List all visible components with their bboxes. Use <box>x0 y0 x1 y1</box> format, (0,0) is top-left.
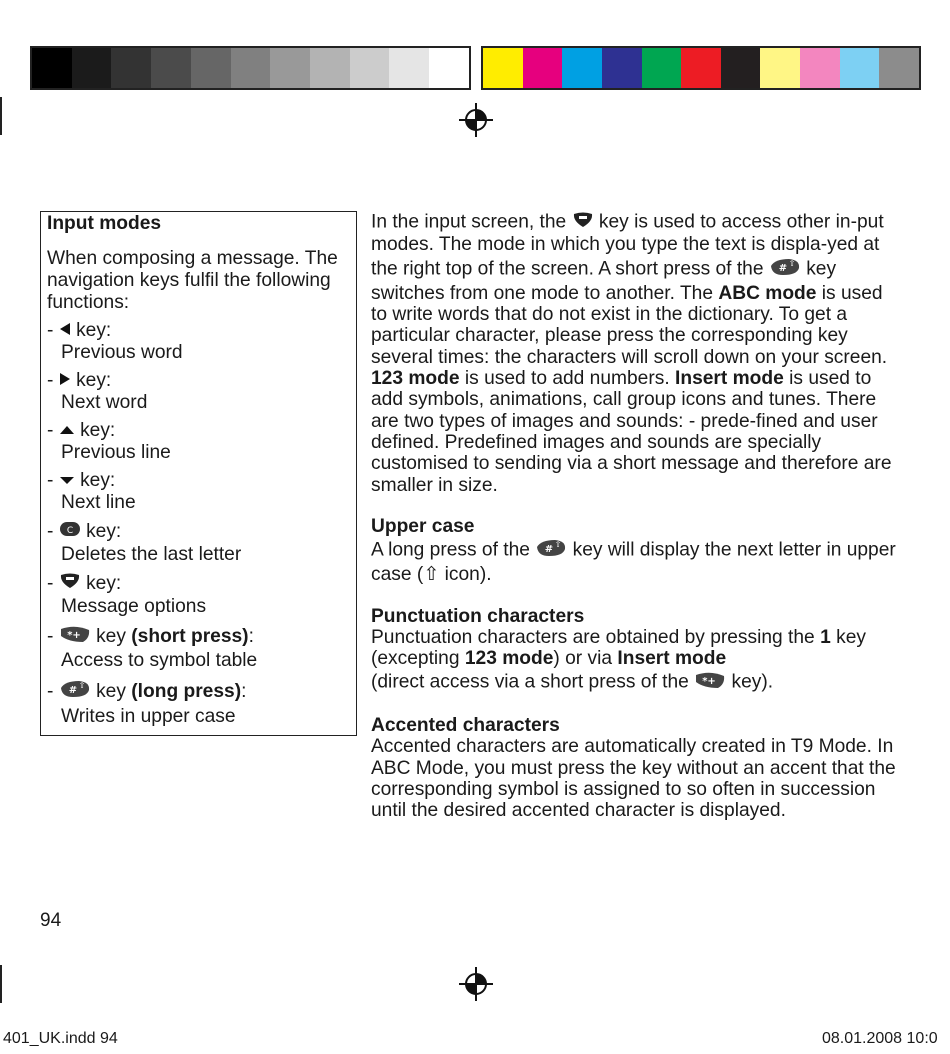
color-swatch <box>191 48 231 88</box>
heading-upper-case: Upper case <box>371 515 475 537</box>
hash-key-icon <box>769 256 801 283</box>
key-label: key: <box>86 521 122 543</box>
color-swatch <box>642 48 682 88</box>
key-label: key <box>96 681 126 703</box>
options-key-icon <box>572 211 594 234</box>
colon: : <box>241 681 247 703</box>
page-number: 94 <box>40 910 62 931</box>
text: A long press of the <box>371 539 530 561</box>
text: is used to add symbols, animations, call group icons and tunes. There are two types of images and sounds: - prede-fined and user defined. Predefined images and sounds are specially customised to sending via a short message and therefore are smaller in size. <box>371 368 892 496</box>
bold-text: Insert mode <box>617 648 727 670</box>
bold-text: 123 mode <box>464 648 554 670</box>
text: key is used to access other in-put modes. The mode in which you type the text is displa-yed at the right top of the screen. A short press of the <box>371 211 884 280</box>
text: is used to write words that do not exist in the dictionary. To get a particular character, please press the corresponding key several times: the characters will scroll down on your screen. <box>371 282 888 368</box>
svg-text:#: # <box>68 685 77 697</box>
star-key-icon <box>59 624 91 650</box>
key-label: key: <box>76 320 112 342</box>
color-swatch <box>270 48 310 88</box>
hash-key-icon <box>59 678 91 706</box>
key-function-item: - key: Previous line <box>47 420 350 464</box>
key-function-desc: Message options <box>61 596 207 618</box>
key-function-desc: Next word <box>61 392 148 414</box>
heading-punctuation: Punctuation characters <box>371 605 585 627</box>
key-function-item: - # ⇧ key (long press): Writes in upper case <box>47 678 350 728</box>
key-function-desc: Previous line <box>61 442 171 464</box>
clear-key-icon <box>59 520 81 544</box>
text: In the input screen, the <box>371 211 567 233</box>
text: is used to add numbers. <box>464 368 670 390</box>
press-type: (long press) <box>131 681 242 703</box>
key-function-item: - key: Next word <box>47 370 350 414</box>
color-swatch <box>111 48 151 88</box>
key-function-item: - C key: Deletes the last letter <box>47 520 350 566</box>
text: ) or via <box>553 648 613 670</box>
main-text <box>371 211 901 821</box>
text: key will display the next letter in upper case (⇧ icon). <box>371 539 896 586</box>
text: (direct access via a short press of the <box>371 671 689 693</box>
options-key-icon <box>59 572 81 596</box>
svg-text:#: # <box>778 262 788 274</box>
input-modes-box <box>40 211 357 736</box>
box-intro: When composing a message. The navigation keys fulfil the following functions: <box>47 248 338 313</box>
key-label: key <box>96 626 126 648</box>
color-swatch <box>760 48 800 88</box>
bold-text: Insert mode <box>675 368 784 390</box>
text: Punctuation characters are obtained by pressing the <box>371 627 815 649</box>
slug-date: 08.01.2008 10:0 <box>822 1030 938 1047</box>
text: key switches from one mode to another. The <box>371 258 837 304</box>
registration-mark-icon <box>459 967 493 1001</box>
down-arrow-icon <box>59 470 75 492</box>
color-swatch <box>72 48 112 88</box>
key-function-item: - *+ key (short press): Access to symbol table <box>47 624 350 672</box>
color-swatch <box>840 48 880 88</box>
paragraph-accented: Accented characters are automatically created in T9 Mode. In ABC Mode, you must press the key without an accent that the corresponding symbol is assigned to so often in succession until the desired accented character is displayed. <box>371 736 896 822</box>
paragraph-upper-case <box>371 537 901 586</box>
color-swatch <box>879 48 919 88</box>
svg-text:#: # <box>545 544 554 556</box>
heading-accented: Accented characters <box>371 714 560 736</box>
color-swatch <box>32 48 72 88</box>
svg-text:C: C <box>66 526 73 537</box>
color-swatch <box>389 48 429 88</box>
svg-text:*+: *+ <box>702 675 716 687</box>
color-bar <box>481 46 921 90</box>
bold-text: 1 <box>820 627 831 649</box>
color-swatch <box>429 48 469 88</box>
colon: : <box>248 626 254 648</box>
key-function-item: - key: Next line <box>47 470 350 514</box>
text: key). <box>731 671 774 693</box>
color-swatch <box>310 48 350 88</box>
box-title: Input modes <box>47 213 162 234</box>
color-swatch <box>350 48 390 88</box>
hash-key-icon <box>535 537 567 564</box>
star-key-icon <box>694 670 726 695</box>
key-function-desc: Access to symbol table <box>61 650 258 672</box>
up-arrow-icon <box>59 420 75 442</box>
right-arrow-icon <box>59 370 71 392</box>
color-swatch <box>151 48 191 88</box>
key-function-desc: Deletes the last letter <box>61 544 242 566</box>
key-function-list <box>47 320 350 728</box>
text: key (excepting <box>371 627 866 670</box>
crop-mark <box>0 965 2 1003</box>
svg-text:⇧: ⇧ <box>788 258 796 268</box>
bold-text: ABC mode <box>718 282 817 304</box>
svg-text:⇧: ⇧ <box>554 540 562 550</box>
key-label: key: <box>80 470 116 492</box>
svg-text:⇧: ⇧ <box>78 681 86 691</box>
crop-mark <box>0 97 2 135</box>
key-label: key: <box>76 370 112 392</box>
grayscale-bar <box>30 46 471 90</box>
key-function-item: - key: Message options <box>47 572 350 618</box>
color-swatch <box>562 48 602 88</box>
color-swatch <box>721 48 761 88</box>
paragraph-input-screen <box>371 211 901 496</box>
left-arrow-icon <box>59 320 71 342</box>
color-swatch <box>602 48 642 88</box>
svg-text:*+: *+ <box>66 630 81 642</box>
slug-filename: 401_UK.indd 94 <box>3 1030 118 1047</box>
press-type: (short press) <box>131 626 249 648</box>
color-swatch <box>231 48 271 88</box>
key-label: key: <box>86 573 122 595</box>
key-function-desc: Writes in upper case <box>61 706 236 728</box>
paragraph-punctuation <box>371 627 901 695</box>
color-swatch <box>523 48 563 88</box>
color-swatch <box>681 48 721 88</box>
key-function-desc: Next line <box>61 492 136 514</box>
color-swatch <box>483 48 523 88</box>
registration-mark-icon <box>459 103 493 137</box>
key-function-desc: Previous word <box>61 342 183 364</box>
key-function-item: - key: Previous word <box>47 320 350 364</box>
color-swatch <box>800 48 840 88</box>
key-label: key: <box>80 420 116 442</box>
bold-text: 123 mode <box>371 368 460 390</box>
